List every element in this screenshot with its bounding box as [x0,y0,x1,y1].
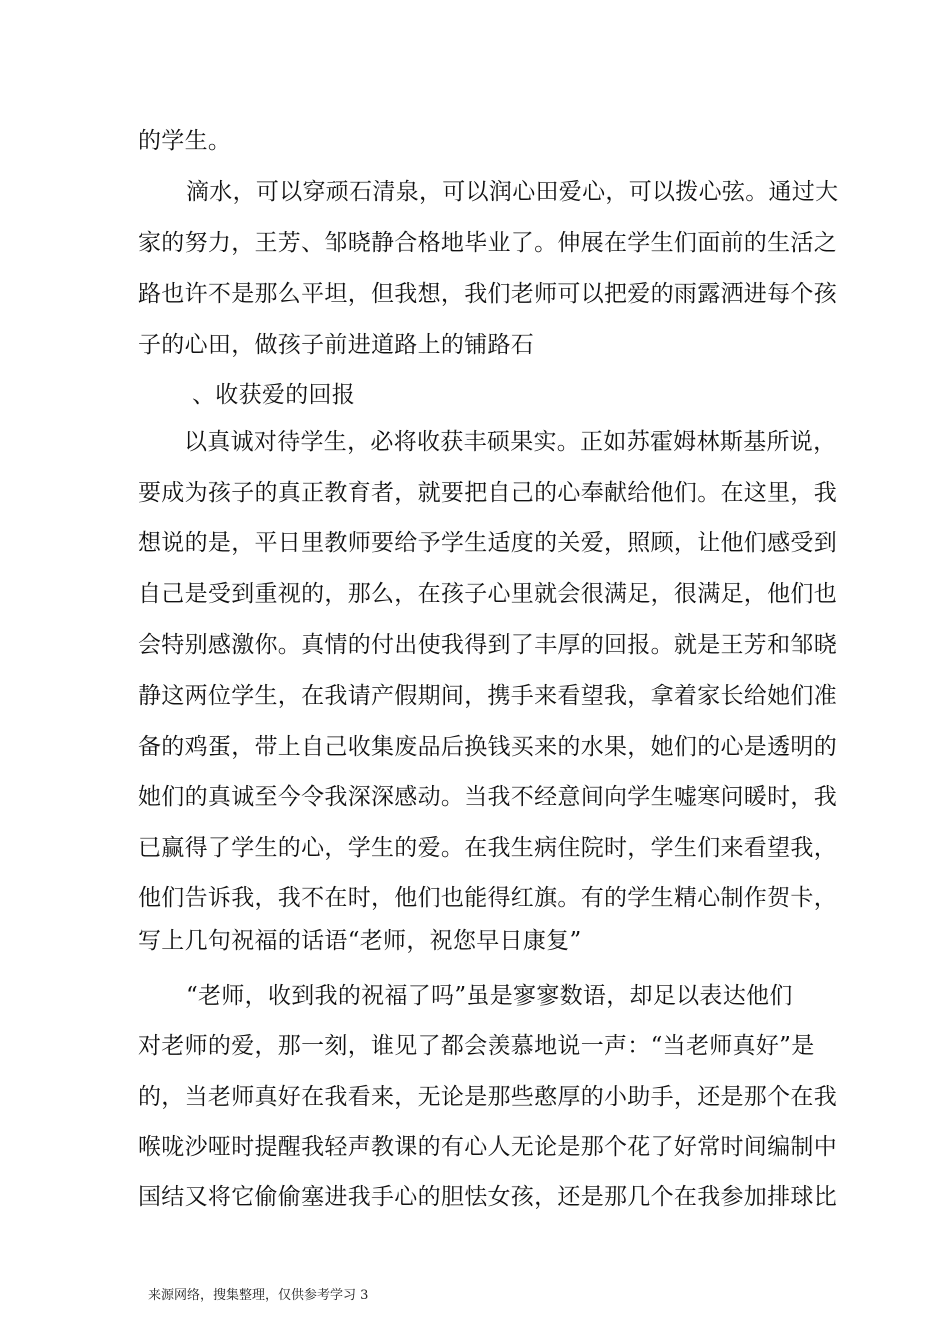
text-line: 已赢得了学生的心，学生的爱。在我生病住院时，学生们来看望我， [138,835,837,861]
page-footer: 来源网络，搜集整理，仅供参考学习 3 [148,1288,369,1303]
text-line: 的，当老师真好在我看来，无论是那些憨厚的小助手，还是那个在我 [138,1084,837,1110]
text-line: 备的鸡蛋，带上自己收集废品后换钱买来的水果，她们的心是透明的 [138,734,837,760]
text-line: 子的心田，做孩子前进道路上的铺路石 [138,332,535,358]
text-line: 写上几句祝福的话语“老师，祝您早日康复” [138,928,582,954]
text-line: 喉咙沙哑时提醒我轻声教课的有心人无论是那个花了好常时间编制中 [138,1134,837,1160]
text-line: “老师，收到我的祝福了吗”虽是寥寥数语，却足以表达他们 [186,983,793,1009]
text-line: 会特别感激你。真情的付出使我得到了丰厚的回报。就是王芳和邹晓 [138,632,837,658]
text-line: 想说的是，平日里教师要给予学生适度的关爱，照顾，让他们感受到 [138,530,837,556]
text-line: 自己是受到重视的，那么，在孩子心里就会很满足，很满足，他们也 [138,581,837,607]
text-line: 滴水，可以穿顽石清泉，可以润心田爱心，可以拨心弦。通过大 [186,179,839,205]
text-line: 的学生。 [138,128,232,154]
text-line: 要成为孩子的真正教育者，就要把自己的心奉献给他们。在这里，我 [138,480,837,506]
text-line: 静这两位学生，在我请产假期间，携手来看望我，拿着家长给她们准 [138,683,837,709]
text-line: 对老师的爱，那一刻，谁见了都会羡慕地说一声：“当老师真好”是 [138,1033,815,1059]
text-line: 她们的真诚至今令我深深感动。当我不经意间向学生嘘寒问暖时，我 [138,784,837,810]
text-line: 他们告诉我，我不在时，他们也能得红旗。有的学生精心制作贺卡， [138,885,837,911]
section-heading: 、收获爱的回报 [192,382,356,408]
text-line: 以真诚对待学生，必将收获丰硕果实。正如苏霍姆林斯基所说， [184,429,837,455]
text-line: 家的努力，王芳、邹晓静合格地毕业了。伸展在学生们面前的生活之 [138,230,837,256]
text-line: 路也许不是那么平坦，但我想，我们老师可以把爱的雨露洒进每个孩 [138,281,837,307]
text-line: 国结又将它偷偷塞进我手心的胆怯女孩，还是那几个在我参加排球比 [138,1184,837,1210]
